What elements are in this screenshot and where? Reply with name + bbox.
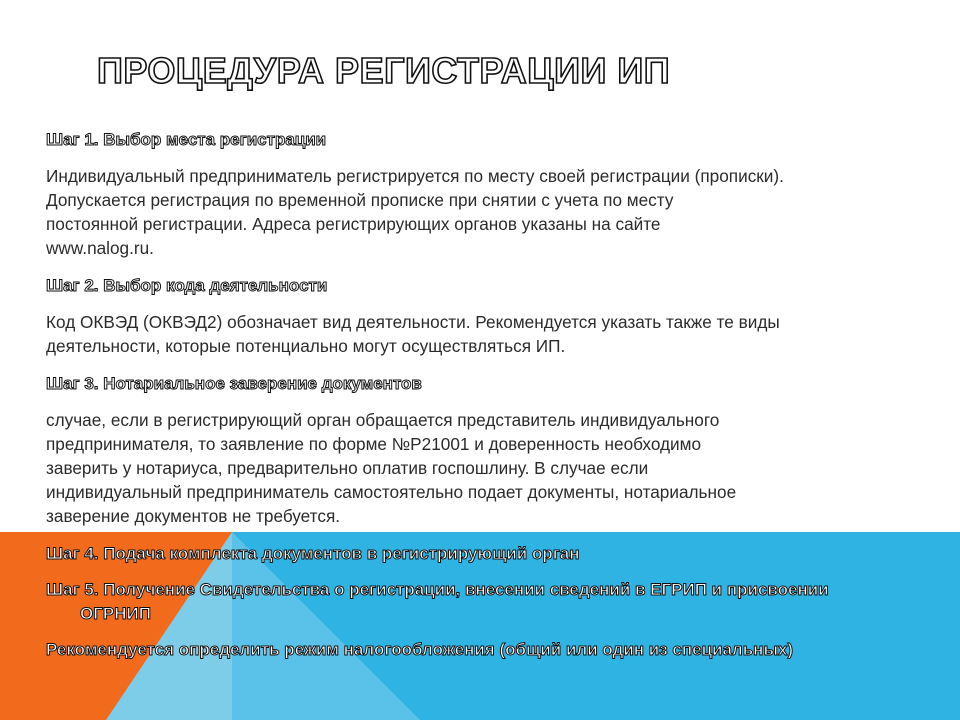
body-paragraph <box>46 408 906 528</box>
paragraph-line: Код ОКВЭД (ОКВЭД2) обозначает вид деятельности. Рекомендуется указать также те виды <box>46 312 780 332</box>
paragraph-line: заверение документов не требуется. <box>46 506 341 526</box>
step-heading-line: Шаг 5. Получение Свидетельства о регистрации, внесении сведений в ЕГРИП и присвоении <box>46 580 829 599</box>
paragraph-line: индивидуальный предприниматель самостоятельно подает документы, нотариальное <box>46 482 737 502</box>
body-paragraph <box>46 164 906 260</box>
step-heading-line: ОГРНИП <box>80 604 151 623</box>
slide-title: ПРОЦЕДУРА РЕГИСТРАЦИИ ИП <box>97 50 671 91</box>
paragraph-line: предпринимателя, то заявление по форме №Р21001 и доверенность необходимо <box>46 434 702 454</box>
slide-content <box>46 128 906 674</box>
step-heading-line: Шаг 3. Нотариальное заверение документов <box>46 374 422 393</box>
step-heading <box>46 128 906 152</box>
paragraph-line: постоянной регистрации. Адреса регистрирующих органов указаны на сайте <box>46 214 661 234</box>
paragraph-line: деятельности, которые потенциально могут осуществляться ИП. <box>46 336 566 356</box>
step-heading-line: Рекомендуется определить режим налогообложения (общий или один из специальных) <box>46 640 794 659</box>
step-heading <box>46 372 906 396</box>
paragraph-line: www.nalog.ru. <box>46 238 154 258</box>
paragraph-line: случае, если в регистрирующий орган обращается представитель индивидуального <box>46 410 720 430</box>
paragraph-line: Индивидуальный предприниматель регистрируется по месту своей регистрации (прописки). <box>46 166 784 186</box>
paragraph-line: заверить у нотариуса, предварительно оплатив госпошлину. В случае если <box>46 458 649 478</box>
step-heading-line: Шаг 1. Выбор места регистрации <box>46 130 327 149</box>
step-heading <box>46 274 906 298</box>
step-heading <box>46 542 906 566</box>
paragraph-line: Допускается регистрация по временной прописке при снятии с учета по месту <box>46 190 674 210</box>
step-heading <box>46 578 906 626</box>
step-heading-line: Шаг 4. Подача комплекта документов в регистрирующий орган <box>46 544 580 563</box>
step-heading <box>46 638 906 662</box>
body-paragraph <box>46 310 906 358</box>
step-heading-line: Шаг 2. Выбор кода деятельности <box>46 276 328 295</box>
